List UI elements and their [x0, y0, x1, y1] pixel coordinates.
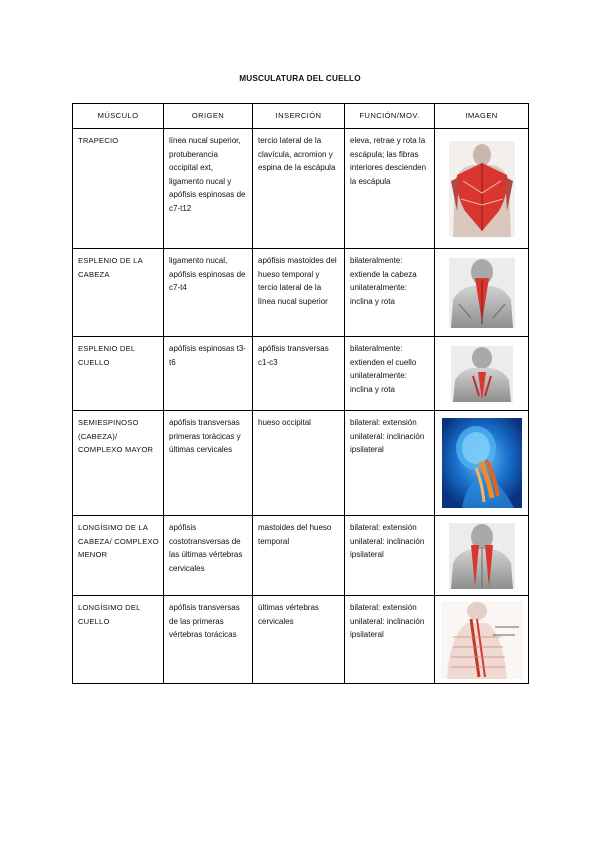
cell-musculo: TRAPECIO — [73, 129, 164, 249]
cell-musculo: LONGÍSIMO DE LA CABEZA/ COMPLEXO MENOR — [73, 516, 164, 596]
page-title: MUSCULATURA DEL CUELLO — [239, 74, 361, 83]
cell-origen: apófisis costotransversas de las últimas vértebras cervicales — [164, 516, 253, 596]
header-imagen: IMAGEN — [435, 104, 529, 129]
cell-imagen — [435, 516, 529, 596]
cell-musculo: ESPLENIO DEL CUELLO — [73, 337, 164, 411]
cell-imagen — [435, 249, 529, 337]
table-header-row — [73, 104, 529, 129]
cell-origen: apófisis transversas de las primeras vértebras torácicas — [164, 596, 253, 684]
cell-insercion: hueso occipital — [253, 411, 345, 516]
cell-funcion: bilateral: extensión unilateral: inclinación ipsilateral — [345, 411, 435, 516]
header-insercion: INSERCIÓN — [253, 104, 345, 129]
cell-imagen — [435, 129, 529, 249]
cell-origen: apófisis espinosas t3-t6 — [164, 337, 253, 411]
cell-insercion: apófisis transversas c1-c3 — [253, 337, 345, 411]
cell-funcion: eleva, retrae y rota la escápula; las fibras interiores descienden la escápula — [345, 129, 435, 249]
table-row — [73, 337, 529, 411]
splenius-capitis-illustration — [449, 258, 515, 328]
splenius-cervicis-illustration — [451, 346, 513, 402]
cell-imagen — [435, 337, 529, 411]
table-row — [73, 596, 529, 684]
cell-musculo: SEMIESPINOSO (CABEZA)/ COMPLEXO MAYOR — [73, 411, 164, 516]
cell-origen: apófisis transversas primeras torácicas y últimas cervicales — [164, 411, 253, 516]
cell-funcion: bilateral: extensión unilateral: inclinación ipsilateral — [345, 596, 435, 684]
cell-musculo: ESPLENIO DE LA CABEZA — [73, 249, 164, 337]
header-musculo: MÚSCULO — [73, 104, 164, 129]
cell-imagen — [435, 411, 529, 516]
table-row — [73, 411, 529, 516]
cell-insercion: últimas vértebras cervicales — [253, 596, 345, 684]
trapezius-illustration — [449, 141, 515, 237]
table-row — [73, 249, 529, 337]
cell-funcion: bilateralmente: extiende la cabeza unilateralmente: inclina y rota — [345, 249, 435, 337]
header-funcion: FUNCIÓN/MOV. — [345, 104, 435, 129]
longissimus-cervicis-illustration — [441, 601, 523, 679]
cell-insercion: mastoides del hueso temporal — [253, 516, 345, 596]
cell-origen: línea nucal superior, protuberancia occipital ext, ligamento nucal y apófisis espinosas de c7-t12 — [164, 129, 253, 249]
cell-musculo: LONGÍSIMO DEL CUELLO — [73, 596, 164, 684]
cell-insercion: tercio lateral de la clavícula, acromion y espina de la escápula — [253, 129, 345, 249]
cell-insercion: apófisis mastoides del hueso temporal y tercio lateral de la línea nucal superior — [253, 249, 345, 337]
cell-funcion: bilateralmente: extienden el cuello unilateralmente: inclina y rota — [345, 337, 435, 411]
muscle-table — [72, 103, 529, 684]
longissimus-capitis-illustration — [449, 523, 515, 589]
table-row — [73, 129, 529, 249]
cell-origen: ligamento nucal, apófisis espinosas de c7-t4 — [164, 249, 253, 337]
header-origen: ORIGEN — [164, 104, 253, 129]
table-row — [73, 516, 529, 596]
cell-funcion: bilateral: extensión unilateral: inclinación ipsilateral — [345, 516, 435, 596]
cell-imagen — [435, 596, 529, 684]
semispinalis-illustration — [442, 418, 522, 508]
